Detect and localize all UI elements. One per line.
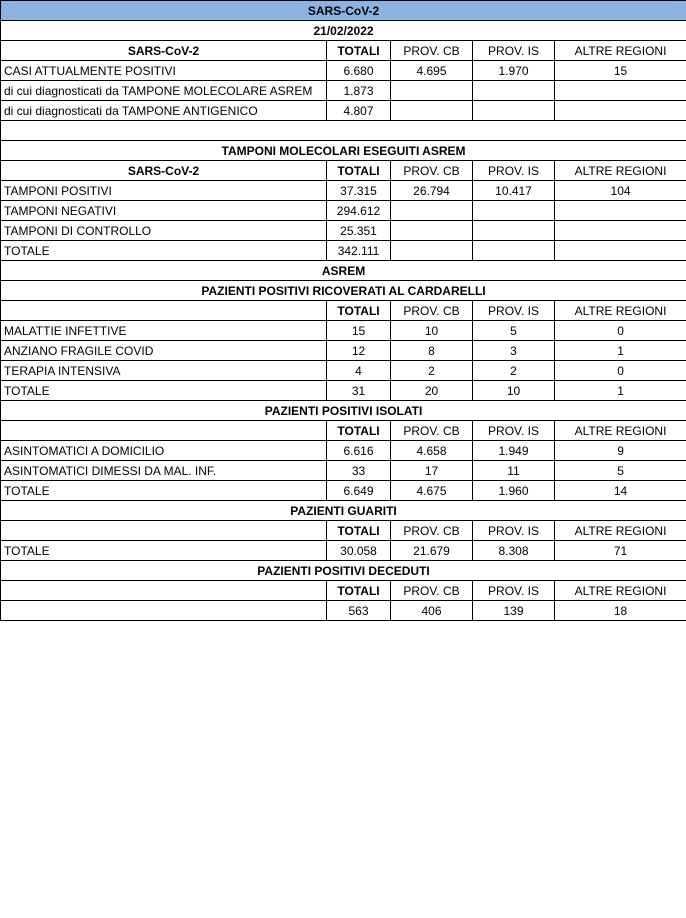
table-cell: 21.679: [391, 541, 473, 561]
table-row: [1, 141, 686, 161]
table-cell: TOTALE: [1, 481, 327, 501]
table-cell: ALTRE REGIONI: [555, 41, 686, 61]
table-cell: 3: [473, 341, 555, 361]
table-row: [1, 481, 686, 501]
table-row: [1, 341, 686, 361]
table-row: [1, 581, 686, 601]
table-cell: di cui diagnosticati da TAMPONE ANTIGENICO: [1, 101, 327, 121]
table-cell: [391, 221, 473, 241]
table-cell: [555, 101, 686, 121]
table-cell: 17: [391, 461, 473, 481]
table-cell: TOTALI: [327, 581, 391, 601]
table-row: [1, 101, 686, 121]
table-cell: PROV. IS: [473, 521, 555, 541]
table-cell: ALTRE REGIONI: [555, 581, 686, 601]
table-cell: 2: [391, 361, 473, 381]
table-cell: PROV. IS: [473, 581, 555, 601]
table-cell: TAMPONI MOLECOLARI ESEGUITI ASREM: [1, 141, 686, 161]
table-cell: 15: [327, 321, 391, 341]
table-cell: 10: [391, 321, 473, 341]
table-row: [1, 521, 686, 541]
table-cell: 1.960: [473, 481, 555, 501]
table-cell: 10: [473, 381, 555, 401]
table-cell: 4.658: [391, 441, 473, 461]
table-cell: 18: [555, 601, 686, 621]
table-cell: PROV. CB: [391, 421, 473, 441]
table-cell: [473, 81, 555, 101]
table-row: [1, 121, 686, 141]
table-cell: [555, 241, 686, 261]
table-cell: PROV. CB: [391, 41, 473, 61]
table-cell: ALTRE REGIONI: [555, 161, 686, 181]
table-cell: ASINTOMATICI A DOMICILIO: [1, 441, 327, 461]
table-cell: PAZIENTI POSITIVI RICOVERATI AL CARDARELLI: [1, 281, 686, 301]
table-cell: 30.058: [327, 541, 391, 561]
table-cell: [391, 101, 473, 121]
table-row: [1, 161, 686, 181]
table-cell: 6.649: [327, 481, 391, 501]
table-cell: [1, 421, 327, 441]
table-cell: PROV. IS: [473, 41, 555, 61]
table-cell: 1.873: [327, 81, 391, 101]
table-cell: PAZIENTI GUARITI: [1, 501, 686, 521]
table-cell: 8.308: [473, 541, 555, 561]
table-cell: 4: [327, 361, 391, 381]
table-cell: PAZIENTI POSITIVI ISOLATI: [1, 401, 686, 421]
table-cell: 12: [327, 341, 391, 361]
table-row: [1, 541, 686, 561]
table-cell: 20: [391, 381, 473, 401]
table-cell: ALTRE REGIONI: [555, 301, 686, 321]
table-cell: 406: [391, 601, 473, 621]
table-cell: TOTALI: [327, 301, 391, 321]
table-cell: 5: [473, 321, 555, 341]
table-cell: [473, 241, 555, 261]
table-cell: ALTRE REGIONI: [555, 521, 686, 541]
table-row: [1, 21, 686, 41]
table-cell: 9: [555, 441, 686, 461]
table-cell: TOTALI: [327, 521, 391, 541]
table-cell: TERAPIA INTENSIVA: [1, 361, 327, 381]
table-row: [1, 241, 686, 261]
table-row: [1, 561, 686, 581]
table-cell: [473, 221, 555, 241]
table-cell: 104: [555, 181, 686, 201]
table-cell: TAMPONI POSITIVI: [1, 181, 327, 201]
table-row: [1, 1, 686, 21]
table-cell: MALATTIE INFETTIVE: [1, 321, 327, 341]
table-cell: [1, 121, 686, 141]
table-cell: 2: [473, 361, 555, 381]
table-cell: 10.417: [473, 181, 555, 201]
table-cell: [1, 581, 327, 601]
table-cell: 1.970: [473, 61, 555, 81]
table-cell: ASREM: [1, 261, 686, 281]
table-cell: 4.695: [391, 61, 473, 81]
table-cell: [555, 221, 686, 241]
table-row: [1, 281, 686, 301]
table-cell: 0: [555, 361, 686, 381]
table-cell: 31: [327, 381, 391, 401]
table-cell: 71: [555, 541, 686, 561]
table-cell: 37.315: [327, 181, 391, 201]
table-cell: 0: [555, 321, 686, 341]
table-row: [1, 601, 686, 621]
table-row: [1, 401, 686, 421]
table-cell: TOTALI: [327, 421, 391, 441]
table-cell: [1, 521, 327, 541]
table-row: [1, 381, 686, 401]
table-cell: 8: [391, 341, 473, 361]
table-row: [1, 361, 686, 381]
table-cell: 6.680: [327, 61, 391, 81]
table-cell: [473, 201, 555, 221]
table-row: [1, 81, 686, 101]
table-row: [1, 181, 686, 201]
table-cell: [391, 201, 473, 221]
table-cell: 11: [473, 461, 555, 481]
table-cell: 33: [327, 461, 391, 481]
table-cell: [391, 241, 473, 261]
table-cell: [555, 201, 686, 221]
table-cell: SARS-CoV-2: [1, 161, 327, 181]
table-cell: TOTALE: [1, 381, 327, 401]
table-cell: ASINTOMATICI DIMESSI DA MAL. INF.: [1, 461, 327, 481]
table-cell: 1.949: [473, 441, 555, 461]
table-cell: 14: [555, 481, 686, 501]
table-cell: CASI ATTUALMENTE POSITIVI: [1, 61, 327, 81]
table-cell: 563: [327, 601, 391, 621]
table-cell: 1: [555, 341, 686, 361]
table-cell: 4.807: [327, 101, 391, 121]
table-cell: ANZIANO FRAGILE COVID: [1, 341, 327, 361]
table-cell: [473, 101, 555, 121]
table-row: [1, 201, 686, 221]
table-cell: [1, 601, 327, 621]
table-cell: 294.612: [327, 201, 391, 221]
table-cell: [555, 81, 686, 101]
table-cell: TOTALE: [1, 541, 327, 561]
table-cell: 25.351: [327, 221, 391, 241]
table-cell: di cui diagnosticati da TAMPONE MOLECOLARE ASREM: [1, 81, 327, 101]
table-cell: 21/02/2022: [1, 21, 686, 41]
table-cell: 1: [555, 381, 686, 401]
table-row: [1, 421, 686, 441]
table-cell: 342.111: [327, 241, 391, 261]
table-cell: TOTALI: [327, 41, 391, 61]
table-row: [1, 41, 686, 61]
table-cell: [391, 81, 473, 101]
table-row: [1, 501, 686, 521]
table-row: [1, 261, 686, 281]
table-cell: SARS-CoV-2: [1, 41, 327, 61]
table-cell: PROV. IS: [473, 301, 555, 321]
table-cell: TAMPONI NEGATIVI: [1, 201, 327, 221]
table-cell: TAMPONI DI CONTROLLO: [1, 221, 327, 241]
table-cell: 15: [555, 61, 686, 81]
table-cell: PROV. CB: [391, 521, 473, 541]
table-row: [1, 221, 686, 241]
table-cell: [1, 301, 327, 321]
table-row: [1, 321, 686, 341]
table-cell: TOTALE: [1, 241, 327, 261]
table-cell: PAZIENTI POSITIVI DECEDUTI: [1, 561, 686, 581]
table-cell: 4.675: [391, 481, 473, 501]
table-cell: 6.616: [327, 441, 391, 461]
table-row: [1, 441, 686, 461]
table-row: [1, 301, 686, 321]
table-cell: 5: [555, 461, 686, 481]
table-cell: PROV. IS: [473, 161, 555, 181]
table-cell: PROV. IS: [473, 421, 555, 441]
table-cell: TOTALI: [327, 161, 391, 181]
table-cell: SARS-CoV-2: [1, 1, 686, 21]
table-cell: PROV. CB: [391, 301, 473, 321]
table-cell: 139: [473, 601, 555, 621]
table-cell: ALTRE REGIONI: [555, 421, 686, 441]
table-row: [1, 461, 686, 481]
table-cell: 26.794: [391, 181, 473, 201]
table-cell: PROV. CB: [391, 161, 473, 181]
table-row: [1, 61, 686, 81]
table-cell: PROV. CB: [391, 581, 473, 601]
